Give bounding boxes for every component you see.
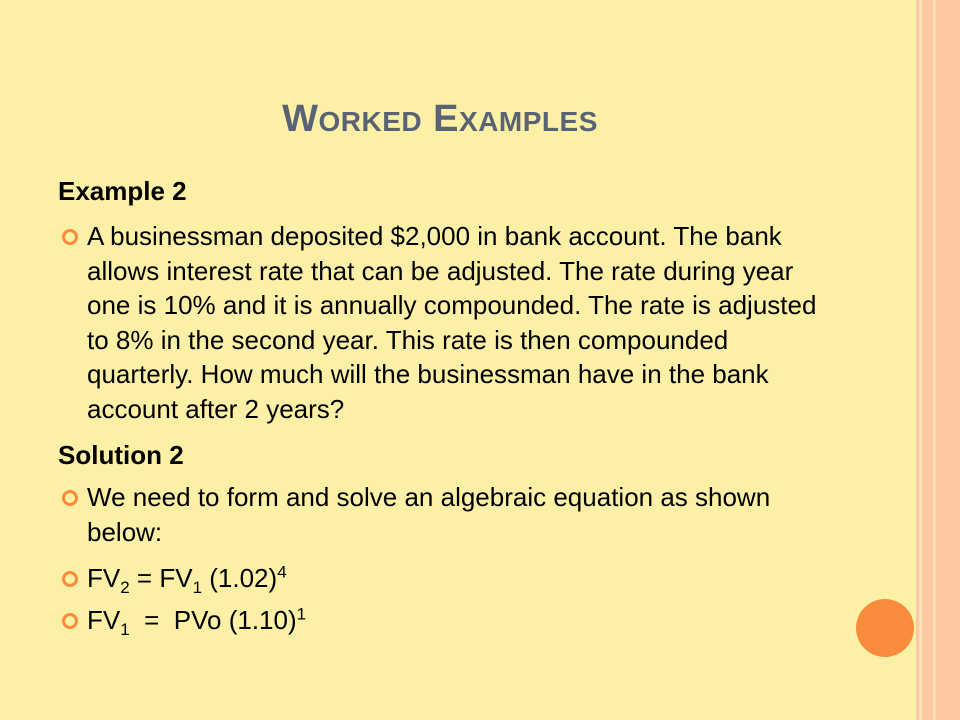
bullet-circle-icon (62, 571, 78, 587)
bullet-circle-icon (62, 490, 78, 506)
right-stripe-line (933, 0, 936, 720)
formula-1: $FV_2 = FV_1$ $(1.02)^4$ (87, 562, 287, 598)
solution-text: We need to form and solve an algebraic equation as shown below: (87, 482, 771, 547)
right-stripe-band (916, 0, 960, 720)
right-stripe-line (919, 0, 922, 720)
bullet-circle-icon (62, 229, 78, 245)
example-bullet (58, 219, 818, 426)
example-heading: Example 2 (58, 176, 187, 206)
solution-heading: Solution 2 (58, 440, 184, 470)
example-text: A businessman deposited $2,000 in bank account. The bank allows interest rate that can be adjusted. The rate during year one is 10% and it is annually compounded. The rate is adjusted to 8% in the second year. This rate is then compounded quarterly. How much will the businessman have in the bank account after 2 years? (87, 221, 817, 424)
formula-bullet-2 (58, 603, 818, 638)
slide-title: WORKED EXAMPLES (282, 98, 598, 140)
formula-bullet-1 (58, 561, 818, 596)
formula-2: $FV_1$ = PVo $(1.10)^1$ (87, 604, 307, 640)
decorative-circle (856, 599, 914, 657)
solution-bullet (58, 480, 818, 549)
bullet-circle-icon (62, 613, 78, 629)
